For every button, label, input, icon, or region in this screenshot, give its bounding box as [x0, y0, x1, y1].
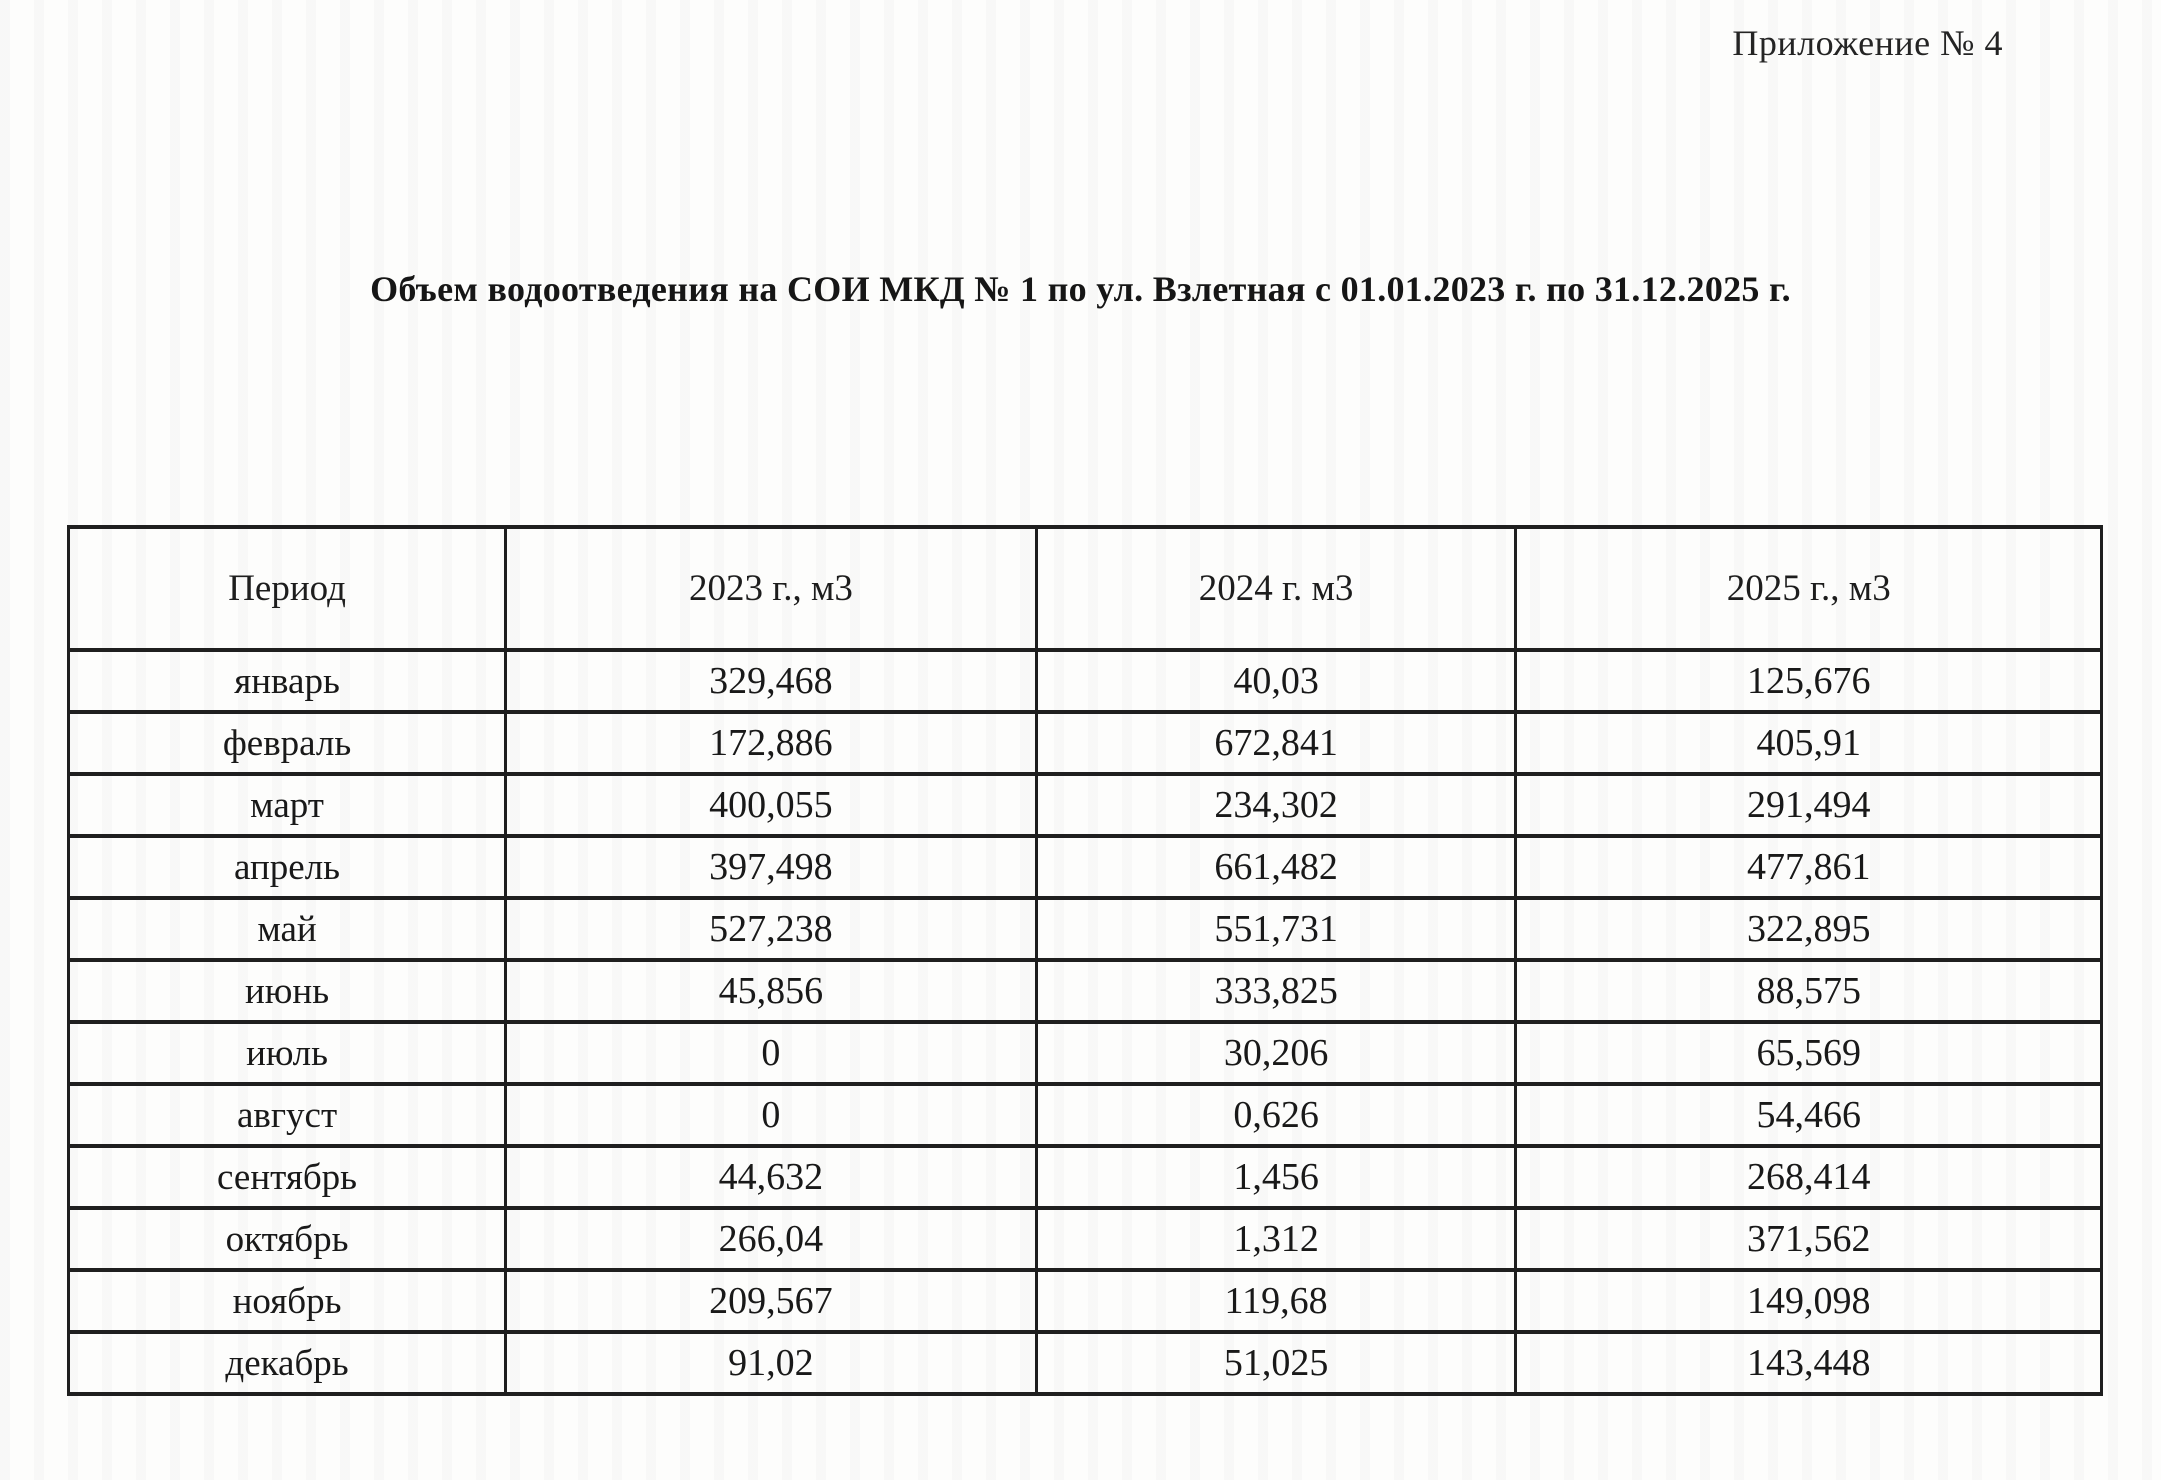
table-row — [69, 1208, 2102, 1270]
value-cell: 209,567 — [506, 1270, 1037, 1332]
value-cell: 266,04 — [506, 1208, 1037, 1270]
table-row — [69, 650, 2102, 712]
column-header-2025: 2025 г., м3 — [1516, 527, 2102, 650]
table-row — [69, 1022, 2102, 1084]
value-cell: 0,626 — [1036, 1084, 1516, 1146]
value-cell: 40,03 — [1036, 650, 1516, 712]
period-cell: ноябрь — [69, 1270, 506, 1332]
value-cell: 172,886 — [506, 712, 1037, 774]
period-cell: декабрь — [69, 1332, 506, 1394]
value-cell: 88,575 — [1516, 960, 2102, 1022]
value-cell: 65,569 — [1516, 1022, 2102, 1084]
value-cell: 329,468 — [506, 650, 1037, 712]
column-header-2023: 2023 г., м3 — [506, 527, 1037, 650]
table-row — [69, 774, 2102, 836]
value-cell: 672,841 — [1036, 712, 1516, 774]
period-cell: октябрь — [69, 1208, 506, 1270]
value-cell: 1,312 — [1036, 1208, 1516, 1270]
period-cell: март — [69, 774, 506, 836]
value-cell: 44,632 — [506, 1146, 1037, 1208]
document-title: Объем водоотведения на СОИ МКД № 1 по ул. Взлетная с 01.01.2023 г. по 31.12.2025 г. — [370, 269, 1791, 309]
value-cell: 119,68 — [1036, 1270, 1516, 1332]
value-cell: 125,676 — [1516, 650, 2102, 712]
table-row — [69, 1332, 2102, 1394]
value-cell: 1,456 — [1036, 1146, 1516, 1208]
value-cell: 30,206 — [1036, 1022, 1516, 1084]
value-cell: 661,482 — [1036, 836, 1516, 898]
value-cell: 371,562 — [1516, 1208, 2102, 1270]
table-body — [69, 650, 2102, 1394]
value-cell: 397,498 — [506, 836, 1037, 898]
value-cell: 268,414 — [1516, 1146, 2102, 1208]
period-cell: февраль — [69, 712, 506, 774]
value-cell: 333,825 — [1036, 960, 1516, 1022]
value-cell: 143,448 — [1516, 1332, 2102, 1394]
annex-label: Приложение № 4 — [1732, 23, 2003, 63]
period-cell: май — [69, 898, 506, 960]
period-cell: январь — [69, 650, 506, 712]
column-header-period: Период — [69, 527, 506, 650]
period-cell: июнь — [69, 960, 506, 1022]
period-cell: август — [69, 1084, 506, 1146]
value-cell: 54,466 — [1516, 1084, 2102, 1146]
period-cell: июль — [69, 1022, 506, 1084]
water-volume-table — [67, 525, 2103, 1396]
column-header-2024: 2024 г. м3 — [1036, 527, 1516, 650]
table-row — [69, 712, 2102, 774]
value-cell: 91,02 — [506, 1332, 1037, 1394]
value-cell: 234,302 — [1036, 774, 1516, 836]
value-cell: 477,861 — [1516, 836, 2102, 898]
value-cell: 149,098 — [1516, 1270, 2102, 1332]
period-cell: сентябрь — [69, 1146, 506, 1208]
table-row — [69, 898, 2102, 960]
value-cell: 45,856 — [506, 960, 1037, 1022]
table-row — [69, 1146, 2102, 1208]
value-cell: 551,731 — [1036, 898, 1516, 960]
period-cell: апрель — [69, 836, 506, 898]
value-cell: 527,238 — [506, 898, 1037, 960]
table-row — [69, 960, 2102, 1022]
value-cell: 0 — [506, 1084, 1037, 1146]
value-cell: 291,494 — [1516, 774, 2102, 836]
value-cell: 405,91 — [1516, 712, 2102, 774]
value-cell: 322,895 — [1516, 898, 2102, 960]
table-row — [69, 1084, 2102, 1146]
value-cell: 51,025 — [1036, 1332, 1516, 1394]
header-row — [69, 527, 2102, 650]
table-row — [69, 836, 2102, 898]
value-cell: 400,055 — [506, 774, 1037, 836]
value-cell: 0 — [506, 1022, 1037, 1084]
table-row — [69, 1270, 2102, 1332]
